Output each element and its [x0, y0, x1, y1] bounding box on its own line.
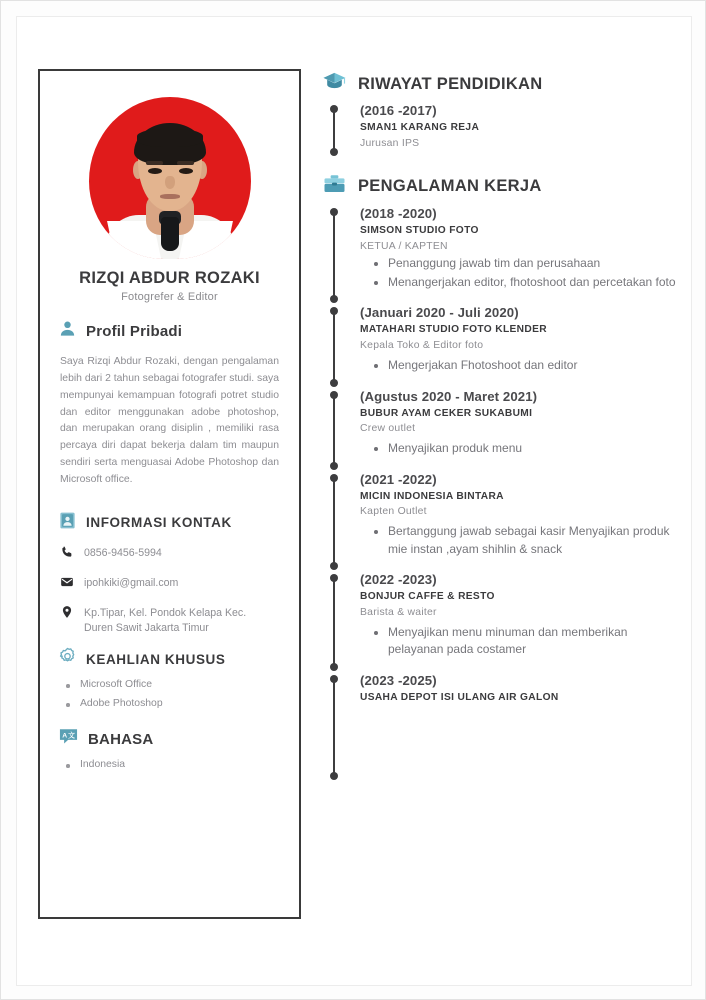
entry-date: (2022 -2023) [360, 572, 437, 588]
entry-organization: MATAHARI STUDIO FOTO KLENDER [360, 324, 547, 336]
section-title-profile: Profil Pribadi [86, 322, 183, 340]
section-header-languages [58, 727, 299, 751]
timeline-rail [333, 212, 335, 300]
graduation-cap-icon [322, 69, 347, 99]
entry-point: Penanggung jawab tim dan perusahaan [374, 255, 682, 272]
entry-point: Mengerjakan Fhotoshoot dan editor [374, 357, 682, 374]
profile-photo [89, 97, 251, 257]
entry-date: (Agustus 2020 - Maret 2021) [360, 388, 538, 404]
timeline-rail [333, 395, 335, 466]
location-pin-icon [60, 605, 74, 624]
skill-item: Microsoft Office [66, 679, 299, 690]
timeline-rail [333, 109, 335, 152]
entry-date: (2021 -2022) [360, 471, 437, 487]
contact-row-email [60, 575, 299, 594]
entry-date: (2023 -2025) [360, 672, 437, 688]
photo-red-backdrop [89, 97, 251, 259]
entry-point: Menyajikan menu minuman dan memberikan pelayanan pada costamer [374, 624, 682, 659]
translate-icon [58, 727, 79, 751]
contact-card-icon [58, 511, 77, 535]
entry-role: Barista & waiter [360, 607, 437, 619]
entry-date: (Januari 2020 - Juli 2020) [360, 305, 519, 321]
svg-text:A: A [62, 732, 68, 740]
timeline-rail [333, 478, 335, 567]
envelope-icon [60, 575, 74, 594]
experience-entry [322, 305, 682, 388]
section-header-contact [58, 511, 299, 535]
entry-point: Menyajikan produk menu [374, 440, 682, 457]
education-entry [322, 103, 682, 158]
entry-date: (2016 -2017) [360, 103, 437, 118]
contact-phone-value[interactable]: 0856-9456-5994 [84, 546, 162, 559]
entry-role: Kapten Outlet [360, 506, 427, 518]
entry-organization: BONJUR CAFFE & RESTO [360, 591, 495, 603]
entry-points [374, 523, 682, 558]
entry-points [374, 255, 682, 292]
section-header-profile [58, 319, 299, 343]
section-header-education [322, 69, 682, 99]
contact-email-value[interactable]: ipohkiki@gmail.com [84, 576, 179, 589]
left-column [38, 69, 301, 919]
candidate-name: RIZQI ABDUR ROZAKI [79, 269, 260, 287]
timeline-rail [333, 679, 335, 776]
entry-point: Menangerjakan editor, fhotoshoot dan percetakan foto [374, 274, 682, 291]
phone-icon [60, 545, 74, 564]
entry-date: (2018 -2020) [360, 205, 437, 221]
section-title-skills: KEAHLIAN KHUSUS [86, 651, 226, 667]
experience-entry [322, 206, 682, 306]
experience-entry [322, 673, 682, 782]
entry-role: Kepala Toko & Editor foto [360, 340, 484, 352]
entry-role: Crew outlet [360, 423, 416, 435]
entry-points [374, 357, 682, 374]
section-header-experience [322, 172, 682, 202]
experience-entry [322, 389, 682, 472]
gear-icon [58, 647, 77, 671]
skills-list [66, 679, 299, 709]
section-title-languages: BAHASA [88, 730, 154, 748]
section-title-contact: INFORMASI KONTAK [86, 515, 232, 531]
entry-organization: USAHA DEPOT ISI ULANG AIR GALON [360, 691, 559, 703]
skill-item: Adobe Photoshop [66, 698, 299, 709]
entry-organization: BUBUR AYAM CEKER SUKABUMI [360, 407, 533, 419]
entry-organization: SIMSON STUDIO FOTO [360, 224, 479, 236]
entry-point: Bertanggung jawab sebagai kasir Menyajikan produk mie instan ,ayam shihlin & snack [374, 523, 682, 558]
resume-sheet [17, 17, 691, 985]
timeline-rail [333, 311, 335, 382]
profile-summary: Saya Rizqi Abdur Rozaki, dengan pengalaman lebih dari 2 tahun sebagai fotografer studi. saya mempunyai kemampuan fotografi potret studio dan editor menggunakan adobe photoshop, dan merupakan orang disiplin , memiliki rasa percaya diri dapat bekerja dalam tim maupun sendiri serta menguasai Adobe Photoshop dan Microsoft office. [60, 356, 279, 485]
svg-text:文: 文 [68, 732, 75, 740]
section-title-experience: PENGALAMAN KERJA [358, 177, 542, 196]
experience-entry [322, 472, 682, 573]
briefcase-icon [322, 172, 347, 202]
right-column [322, 69, 682, 782]
entry-points [374, 440, 682, 457]
candidate-role: Fotogrefer & Editor [121, 291, 218, 303]
experience-entry [322, 572, 682, 673]
entry-role: Jurusan IPS [360, 137, 420, 149]
contact-list [60, 545, 299, 637]
entry-organization: SMAN1 KARANG REJA [360, 122, 480, 133]
entry-organization: MICIN INDONESIA BINTARA [360, 490, 504, 502]
timeline-rail [333, 578, 335, 667]
contact-row-address [60, 605, 299, 637]
contact-row-phone [60, 545, 299, 564]
languages-list [66, 759, 299, 770]
entry-role: KETUA / KAPTEN [360, 240, 448, 252]
person-icon [58, 319, 77, 343]
language-item: Indonesia [66, 759, 299, 770]
entry-points [374, 624, 682, 659]
section-header-skills [58, 647, 299, 671]
contact-address-value: Kp.Tipar, Kel. Pondok Kelapa Kec. Duren Sawit Jakarta Timur [84, 606, 247, 635]
section-title-education: RIWAYAT PENDIDIKAN [358, 74, 543, 93]
